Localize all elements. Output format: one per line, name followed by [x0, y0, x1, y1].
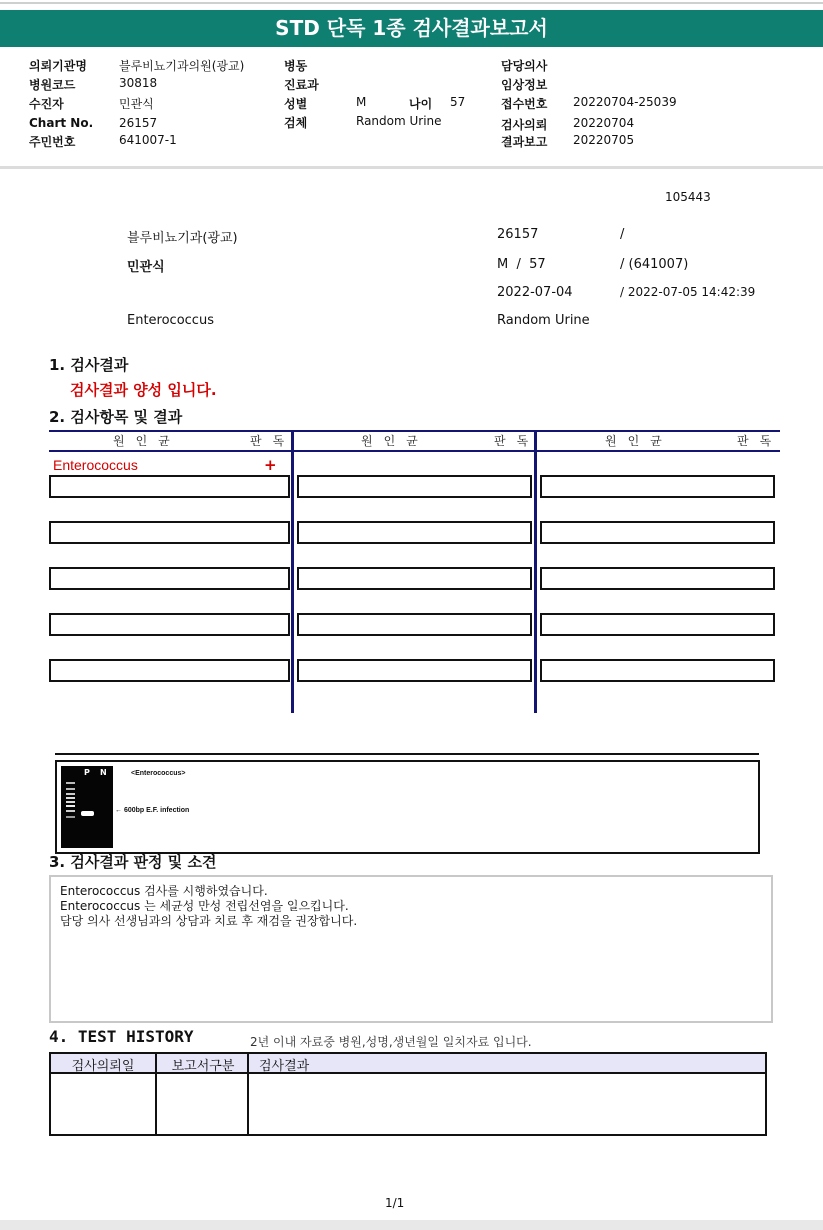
section4-title: 4. TEST HISTORY: [49, 1027, 194, 1046]
value-report-date: 20220705: [573, 133, 635, 147]
page-number: 1/1: [385, 1196, 405, 1210]
results-table-divider-2: [534, 430, 537, 713]
label-patient: 수진자: [29, 97, 64, 111]
result-box: [540, 613, 775, 636]
value-age: 57: [450, 95, 466, 109]
col-header-judgement-2: 판독: [494, 434, 540, 448]
value-hospital-code: 30818: [119, 76, 158, 90]
summary-request-date: 2022-07-04: [497, 285, 573, 300]
history-col-request-date: 검사의뢰일: [71, 1059, 135, 1074]
label-department: 진료과: [284, 78, 319, 92]
gel-lane-n: N: [100, 768, 107, 777]
section1-result: 검사결과 양성 입니다.: [70, 381, 217, 399]
section1-title: 1. 검사결과: [49, 356, 129, 374]
label-report-date: 결과보고: [501, 135, 548, 149]
ladder-band: [66, 793, 75, 795]
result-box: [297, 475, 532, 498]
history-divider-1: [155, 1054, 157, 1134]
label-receipt-no: 접수번호: [501, 97, 548, 111]
col-header-pathogen-1: 원인균: [113, 434, 181, 448]
result-item-name: Enterococcus: [53, 457, 138, 473]
ladder-band: [66, 816, 75, 818]
label-sex: 성별: [284, 97, 308, 111]
value-resident-no: 641007-1: [119, 133, 177, 147]
label-age: 나이: [409, 97, 433, 111]
summary-hospital: 블루비뇨기과(광교): [127, 231, 238, 246]
gel-top-rule: [55, 753, 759, 755]
result-box: [540, 659, 775, 682]
col-header-pathogen-3: 원인균: [605, 434, 673, 448]
value-request-date: 20220704: [573, 116, 635, 130]
value-sex: M: [356, 95, 367, 109]
result-item-value: +: [264, 456, 277, 474]
result-box: [540, 475, 775, 498]
value-receipt-no: 20220704-25039: [573, 95, 677, 109]
gel-lane-p: P: [84, 768, 90, 777]
ladder-band: [66, 805, 75, 807]
summary-chart: 26157: [497, 227, 539, 242]
positive-band: [81, 811, 94, 816]
col-header-judgement-3: 판독: [737, 434, 783, 448]
value-chart-no: 26157: [119, 116, 158, 130]
summary-specimen: Random Urine: [497, 313, 590, 328]
summary-test: Enterococcus: [127, 313, 214, 328]
result-box: [540, 567, 775, 590]
result-box: [49, 567, 290, 590]
header-separator: [0, 166, 823, 169]
label-hospital-code: 병원코드: [29, 78, 76, 92]
opinion-box: [49, 875, 773, 1023]
opinion-line-3: 담당 의사 선생님과의 상담과 치료 후 재검을 권장합니다.: [60, 914, 358, 928]
label-ward: 병동: [284, 59, 308, 73]
summary-report-datetime: / 2022-07-05 14:42:39: [620, 285, 756, 299]
result-box: [297, 567, 532, 590]
label-chart-no: Chart No.: [29, 116, 94, 130]
result-box: [297, 521, 532, 544]
section4-note: 2년 이내 자료중 병원,성명,생년월일 일치자료 입니다.: [250, 1035, 532, 1049]
label-institution: 의뢰기관명: [29, 59, 87, 73]
opinion-line-1: Enterococcus 검사를 시행하였습니다.: [60, 884, 268, 898]
summary-sex-age: M / 57: [497, 257, 546, 272]
results-table-header-border: [49, 450, 780, 452]
ladder-band: [66, 801, 75, 803]
gel-band-label: ← 600bp E.F. infection: [115, 807, 190, 814]
summary-birth: / (641007): [620, 257, 689, 272]
ladder-band: [66, 797, 75, 799]
footer-bar: [0, 1220, 823, 1230]
label-doctor: 담당의사: [501, 59, 548, 73]
result-box: [540, 521, 775, 544]
history-col-report-type: 보고서구분: [171, 1059, 235, 1074]
ladder-band: [66, 810, 75, 812]
label-specimen: 검체: [284, 116, 308, 130]
opinion-line-2: Enterococcus 는 세균성 만성 전립선염을 일으킵니다.: [60, 899, 349, 913]
result-box: [49, 475, 290, 498]
results-table-divider-1: [291, 430, 294, 713]
value-patient: 민관식: [119, 97, 154, 111]
gel-panel: [55, 760, 760, 854]
label-request-date: 검사의뢰: [501, 118, 548, 132]
ladder-band: [66, 788, 75, 790]
history-col-result: 검사결과: [259, 1059, 310, 1074]
label-clinical-info: 임상정보: [501, 78, 548, 92]
top-border: [0, 2, 823, 4]
label-resident-no: 주민번호: [29, 135, 76, 149]
summary-chart-separator: /: [620, 227, 625, 242]
ladder-band: [66, 782, 75, 784]
document-number: 105443: [665, 190, 711, 204]
col-header-pathogen-2: 원인균: [361, 434, 429, 448]
section2-title: 2. 검사항목 및 결과: [49, 408, 183, 426]
history-divider-2: [247, 1054, 249, 1134]
value-institution: 블루비뇨기과의원(광교): [119, 59, 245, 73]
col-header-judgement-1: 판독: [250, 434, 296, 448]
result-box: [297, 613, 532, 636]
value-specimen: Random Urine: [356, 114, 442, 128]
history-table: [49, 1052, 767, 1136]
result-box: [49, 659, 290, 682]
section3-title: 3. 검사결과 판정 및 소견: [49, 853, 217, 871]
summary-patient: 민관식: [127, 260, 165, 275]
result-box: [49, 521, 290, 544]
report-title: STD 단독 1종 검사결과보고서: [0, 10, 823, 47]
gel-caption: <Enterococcus>: [131, 770, 186, 777]
result-box: [297, 659, 532, 682]
result-box: [49, 613, 290, 636]
gel-image: [61, 766, 113, 848]
